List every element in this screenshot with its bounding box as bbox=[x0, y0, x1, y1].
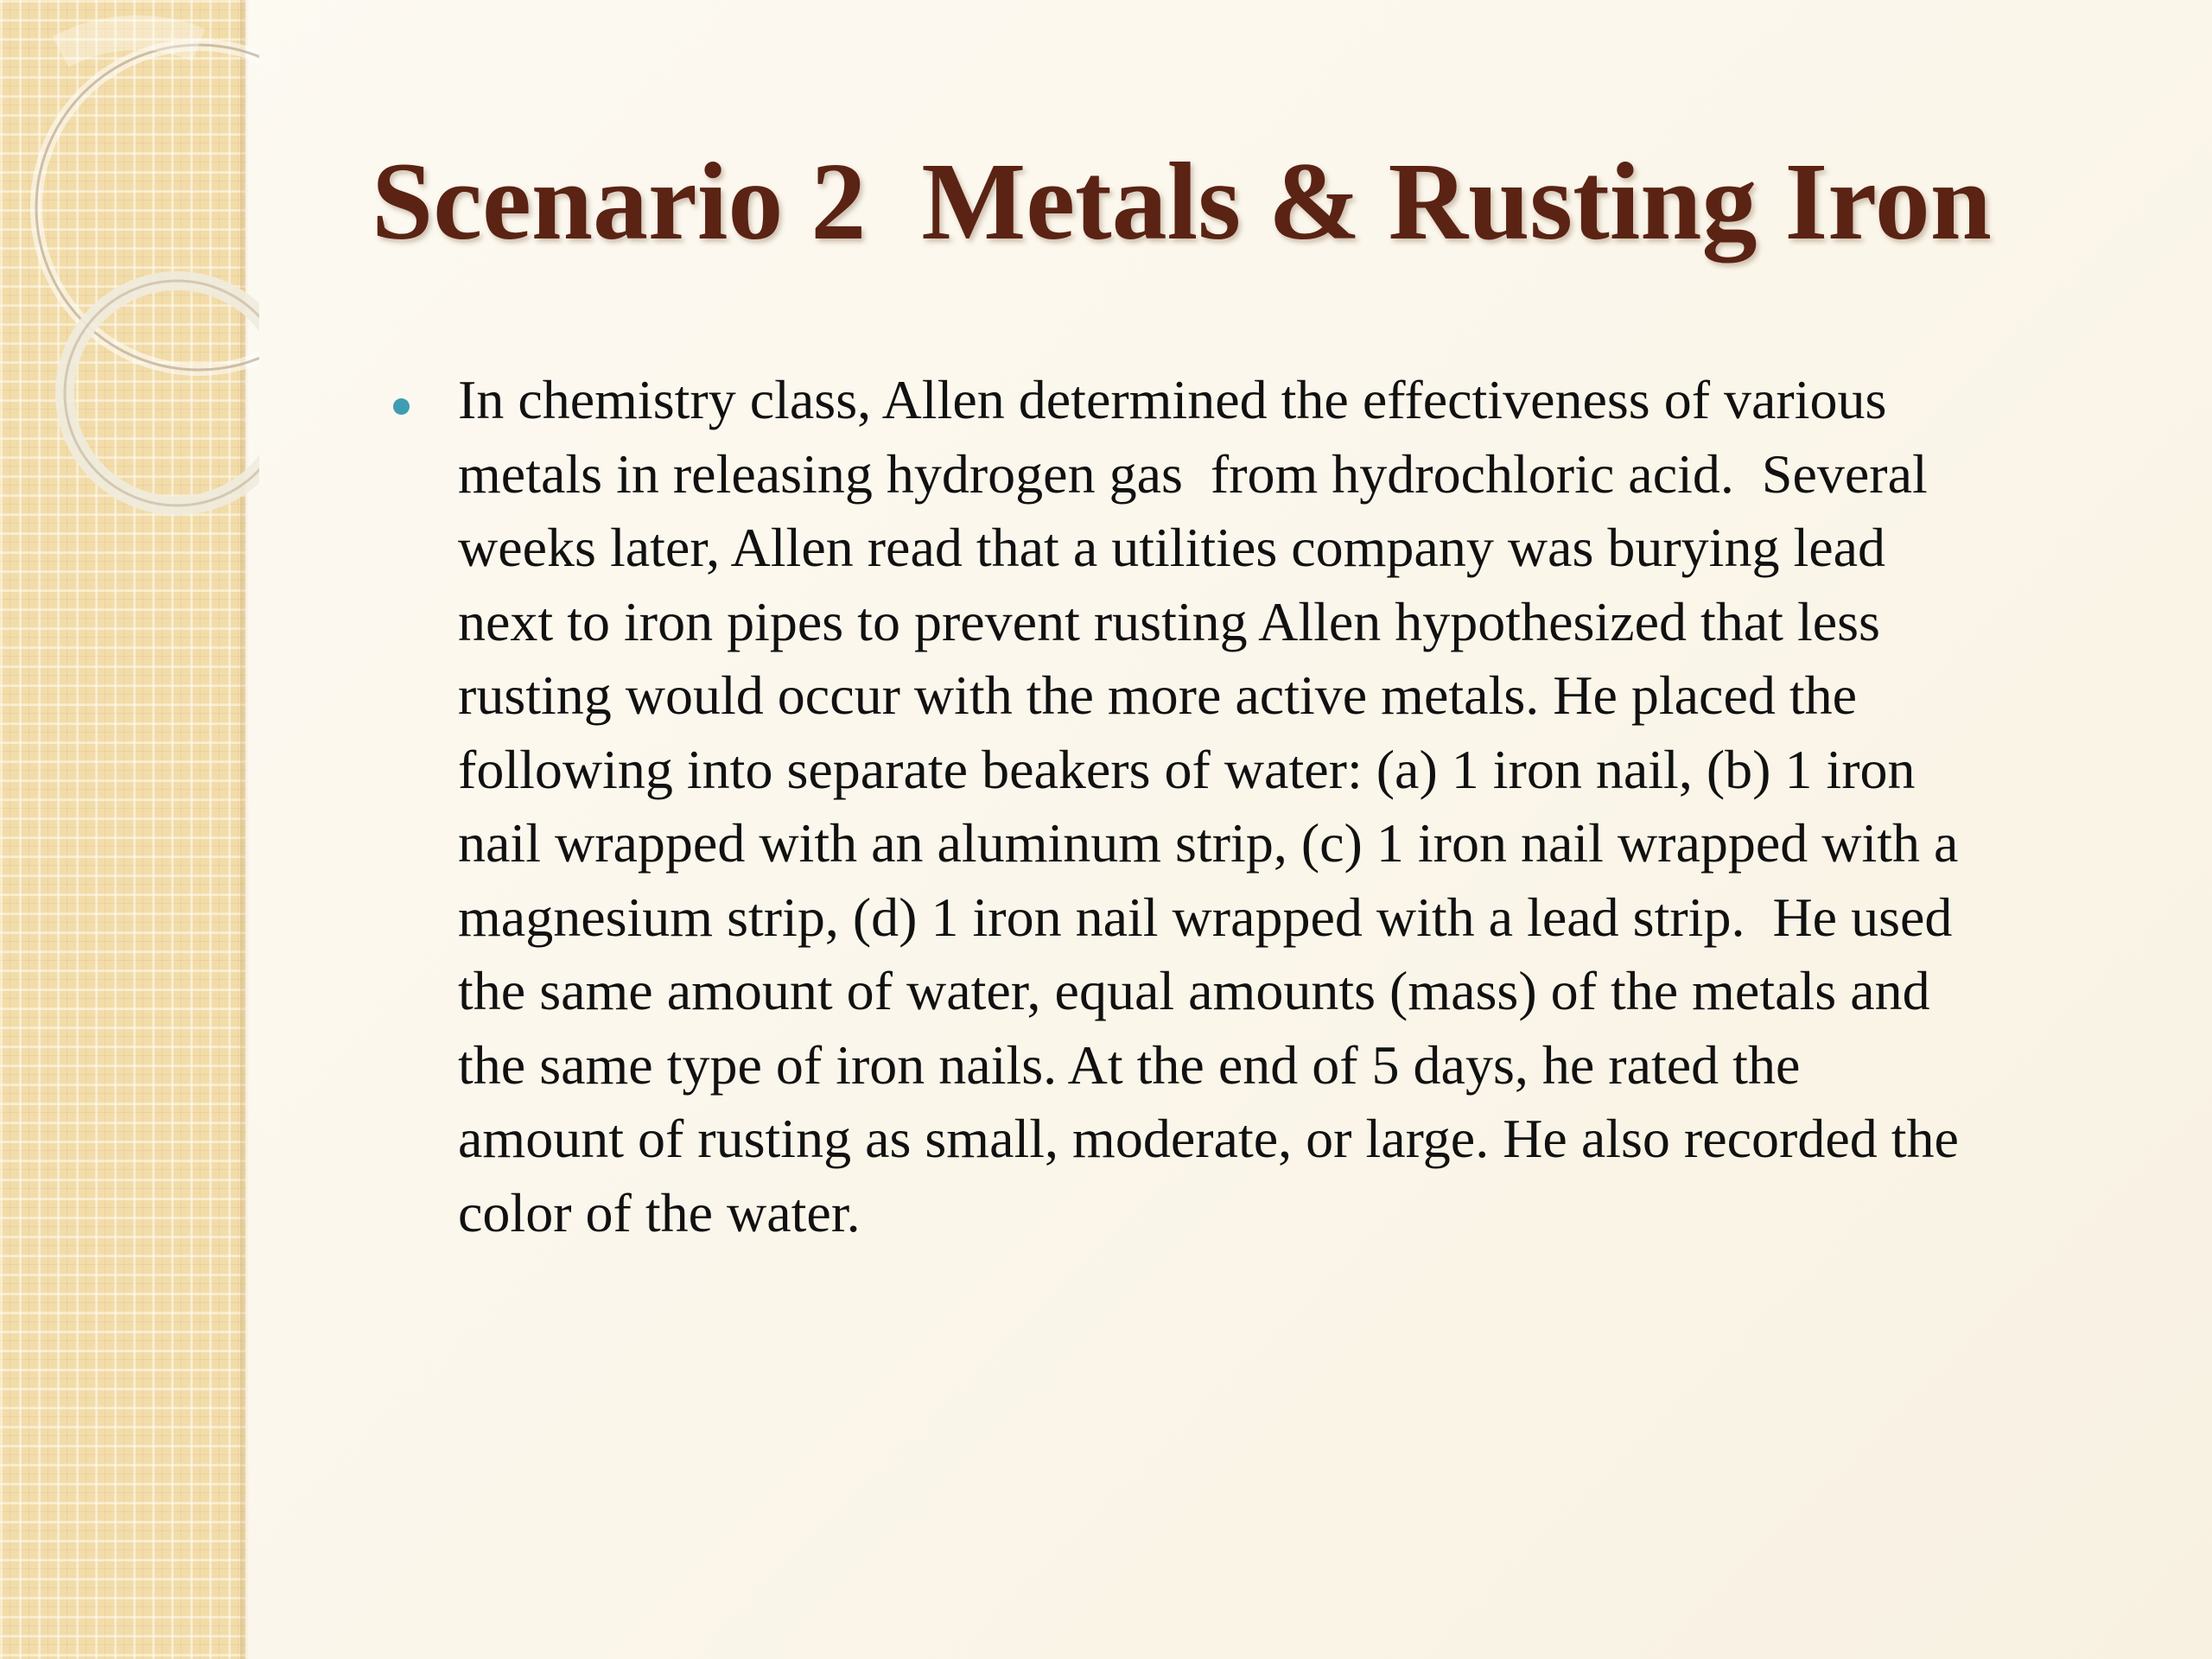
slide-content bbox=[389, 363, 2152, 1249]
bullet-item bbox=[389, 363, 2152, 1249]
bullet-dot-icon bbox=[393, 398, 410, 415]
bullet-text: In chemistry class, Allen determined the effectiveness of various metals in releasing hydrogen gas from hydrochloric acid. Several weeks later, Allen read that a utilities company was burying lead next to iron pipes to prevent rusting Allen hypothesized that less rusting would occur with the more active metals. He placed the following into separate beakers of water: (a) 1 iron nail, (b) 1 iron nail wrapped with an aluminum strip, (c) 1 iron nail wrapped with a magnesium strip, (d) 1 iron nail wrapped with a lead strip. He used the same amount of water, equal amounts (mass) of the metals and the same type of iron nails. At the end of 5 days, he rated the amount of rusting as small, moderate, or large. He also recorded the color of the water. bbox=[458, 369, 1959, 1243]
slide-title: Scenario 2 Metals & Rusting Iron bbox=[372, 140, 1992, 263]
decorative-rings-icon bbox=[0, 0, 259, 553]
